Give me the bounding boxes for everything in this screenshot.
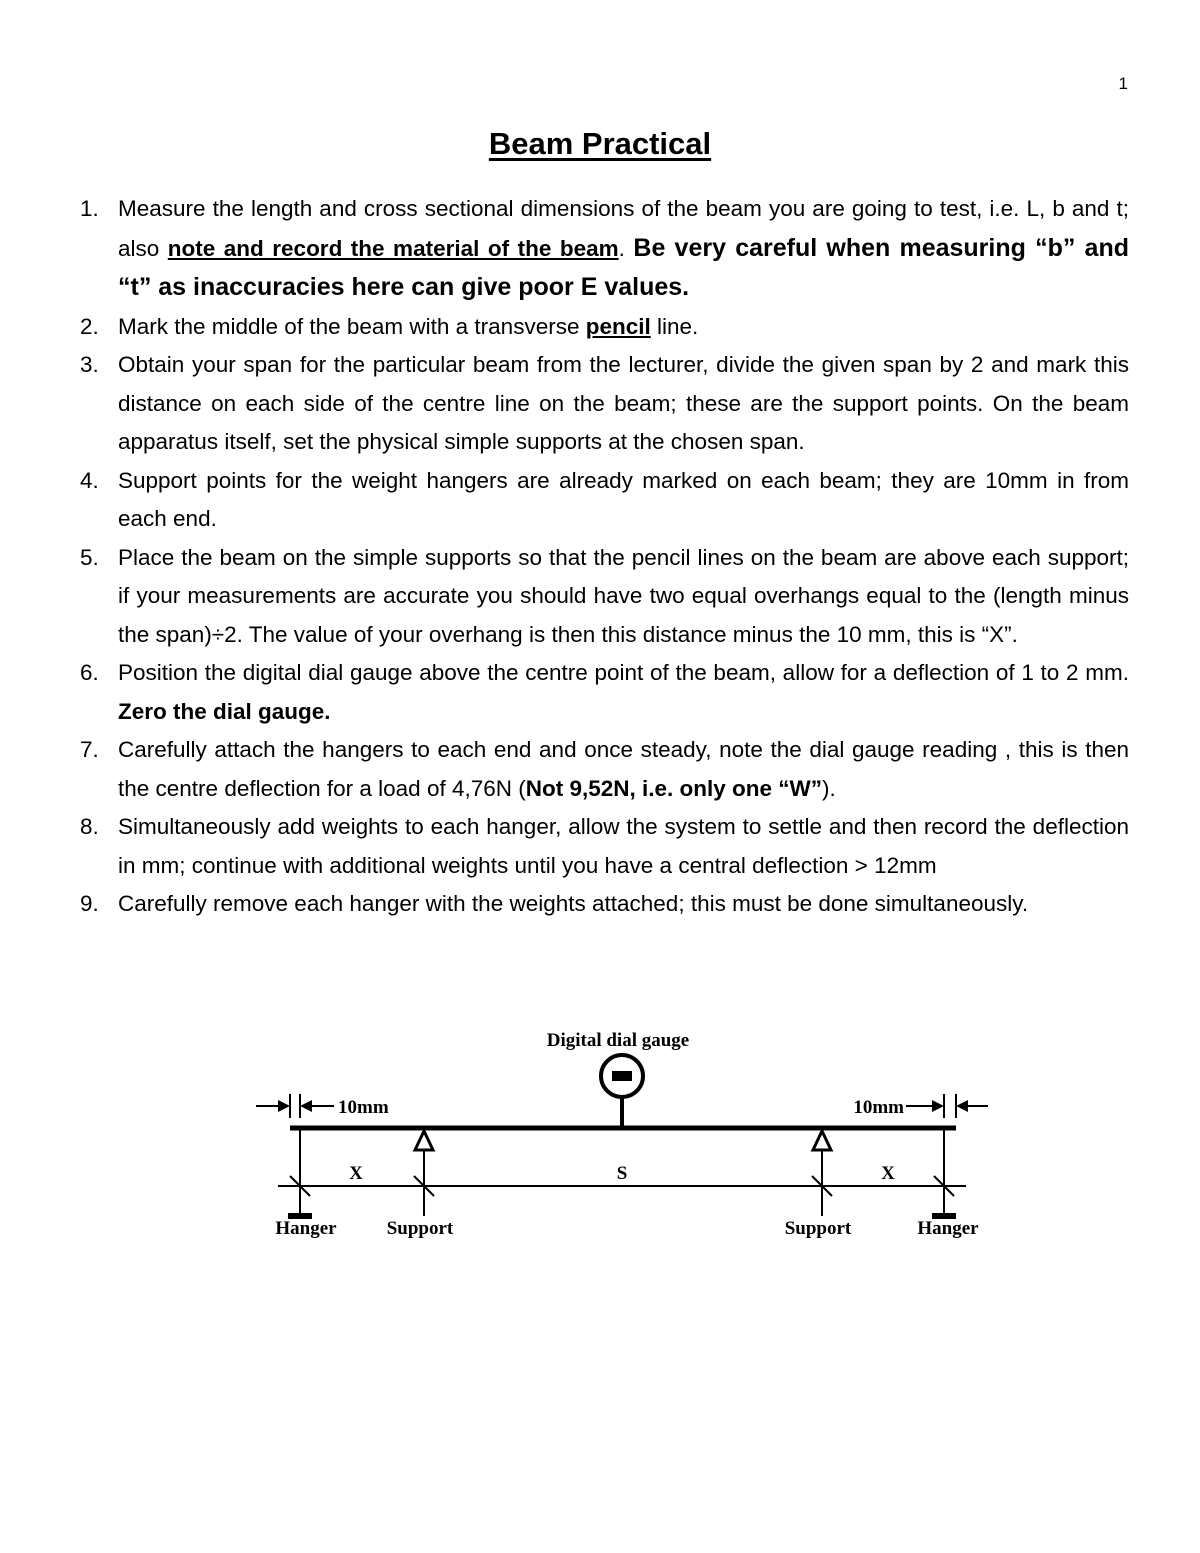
step-number: 4. [80, 467, 99, 493]
step-emphasis: pencil [585, 313, 651, 339]
step-text: Support points for the weight hangers are already marked on each beam; they are 10mm in from each end. [118, 467, 1129, 531]
step-text: Obtain your span for the particular beam from the lecturer, divide the given span by 2 and mark this distance on each side of the centre line on the beam; these are the support points. On the beam apparatus itself, set the physical simple supports at the chosen span. [118, 352, 1129, 454]
step-number: 6. [80, 660, 99, 685]
list-item [72, 731, 1129, 808]
support-left-label: Support [386, 1218, 454, 1239]
support-right-label: Support [784, 1218, 852, 1239]
step-number: 8. [80, 814, 99, 839]
left-dimension-label: 10mm [338, 1097, 389, 1118]
span-label: S [616, 1163, 628, 1184]
list-item [72, 346, 1129, 462]
left-hanger-icon [288, 1128, 312, 1219]
step-text: Measure the length and cross sectional dimensions of the beam you are going to test, i.e. L, b and t; also [118, 196, 1129, 261]
list-item [72, 308, 1129, 347]
step-text: . [618, 235, 634, 261]
step-emphasis: note and record the material of the beam [167, 235, 619, 261]
page-title: Beam Practical [488, 126, 712, 161]
right-dimension-arrows [906, 1094, 988, 1118]
step-text: Carefully remove each hanger with the weights attached; this must be done simultaneously. [118, 891, 1029, 916]
step-emphasis: Not 9,52N, i.e. only one “W” [525, 775, 823, 801]
step-number: 2. [80, 313, 99, 339]
list-item [72, 808, 1129, 885]
step-text: Position the digital dial gauge above the centre point of the beam, allow for a deflection of 1 to 2 mm. [118, 660, 1129, 685]
hanger-right-label: Hanger [917, 1218, 979, 1239]
step-number: 3. [80, 352, 99, 377]
right-dimension-label: 10mm [853, 1097, 904, 1118]
list-item [72, 462, 1129, 539]
step-number: 7. [80, 737, 99, 762]
step-number: 5. [80, 544, 99, 570]
hanger-left-label: Hanger [275, 1218, 337, 1239]
gauge-label: Digital dial gauge [546, 1030, 690, 1051]
list-item [72, 885, 1129, 924]
instruction-list [72, 190, 1129, 924]
beam-diagram [250, 1022, 1000, 1252]
left-dimension-arrows [256, 1094, 334, 1118]
list-item [72, 654, 1129, 731]
list-item [72, 539, 1129, 655]
step-text: Simultaneously add weights to each hanger, allow the system to settle and then record the deflection in mm; continue with additional weights until you have a central deflection > 12mm [118, 814, 1129, 878]
list-item [72, 190, 1129, 308]
right-hanger-icon [932, 1128, 956, 1219]
step-text: Mark the middle of the beam with a transverse [118, 313, 586, 339]
step-text: Place the beam on the simple supports so that the pencil lines on the beam are above each support; if your measurements are accurate you should have two equal overhangs equal to the (length minus the span)÷2. The value of your overhang is then this distance minus the 10 mm, this is “X”. [118, 544, 1129, 647]
left-support-icon [414, 1131, 434, 1216]
overhang-left-label: X [349, 1163, 363, 1184]
step-emphasis: Zero the dial gauge. [118, 698, 331, 724]
step-number: 9. [80, 891, 99, 916]
dial-gauge-icon [601, 1055, 643, 1128]
overhang-right-label: X [881, 1163, 895, 1184]
step-text: Carefully attach the hangers to each end and once steady, note the dial gauge reading , this is then the centre deflection for a load of 4,76N ( [118, 737, 1129, 801]
page-number: 1 [1118, 74, 1128, 93]
step-text: ). [822, 775, 836, 801]
step-text: line. [650, 313, 699, 339]
step-warning: Be very careful when measuring “b” and “t” as inaccuracies here can give poor E values. [118, 233, 1130, 301]
right-support-icon [812, 1131, 832, 1216]
step-number: 1. [80, 196, 99, 221]
